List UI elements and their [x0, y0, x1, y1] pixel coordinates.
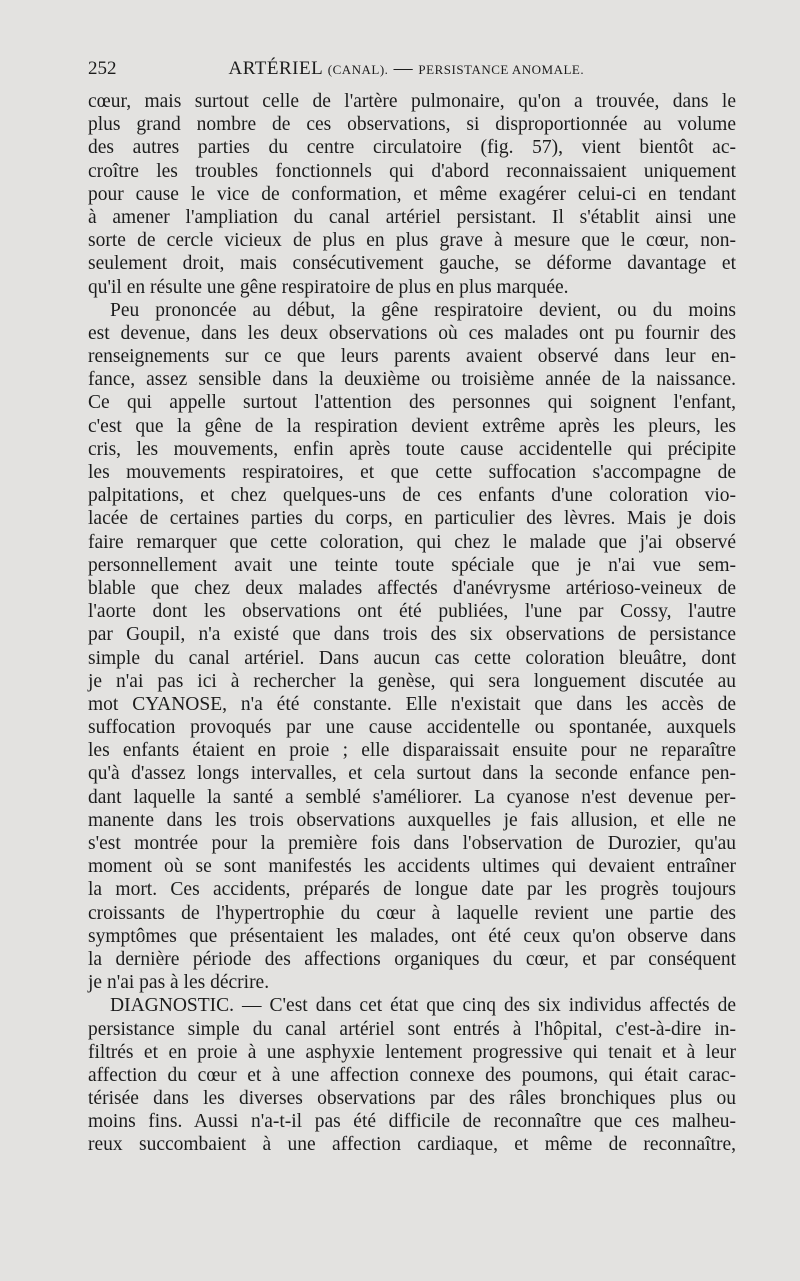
text-line: mot CYANOSE, n'a été constante. Elle n'existait que dans les accès de	[88, 693, 736, 715]
text-line: manente dans les trois observations auxquelles je fais allusion, et elle ne	[88, 809, 736, 831]
text-line: DIAGNOSTIC. — C'est dans cet état que cinq des six individus affectés de	[110, 995, 736, 1017]
text-line: faire remarquer que cette coloration, qui chez le malade que j'ai observé	[88, 531, 736, 553]
text-line: est devenue, dans les deux observations où ces malades ont pu fournir des	[88, 322, 736, 344]
text-line: simple du canal artériel. Dans aucun cas cette coloration bleuâtre, dont	[88, 647, 736, 669]
text-line: qu'il en résulte une gêne respiratoire de plus en plus marquée.	[88, 276, 569, 298]
running-header	[88, 58, 736, 84]
text-line: la dernière période des affections organiques du cœur, et par conséquent	[88, 948, 736, 970]
text-line: filtrés et en proie à une asphyxie lentement progressive qui tenait et à leur	[88, 1041, 736, 1063]
text-line: croître les troubles fonctionnels qui d'abord reconnaissaient uniquement	[88, 160, 736, 182]
text-line: affection du cœur et à une affection connexe des poumons, qui était carac-	[88, 1064, 736, 1086]
text-line: je n'ai pas à les décrire.	[88, 972, 270, 994]
text-line: pour cause le vice de conformation, et même exagérer celui-ci en tendant	[88, 183, 736, 205]
text-line: blable que chez deux malades affectés d'anévrysme artérioso-veineux de	[88, 577, 736, 599]
text-line: Ce qui appelle surtout l'attention des personnes qui soignent l'enfant,	[88, 392, 736, 414]
text-line: seulement droit, mais consécutivement gauche, se déforme davantage et	[88, 253, 736, 275]
page-number: 252	[88, 58, 117, 79]
text-line: l'aorte dont les observations ont été publiées, l'une par Cossy, l'autre	[88, 601, 736, 623]
text-line: cœur, mais surtout celle de l'artère pulmonaire, qu'on a trouvée, dans le	[88, 91, 736, 112]
text-line: des autres parties du centre circulatoire (fig. 57), vient bientôt ac-	[88, 137, 736, 159]
text-line: les enfants étaient en proie ; elle disparaissait ensuite pour ne reparaître	[88, 740, 736, 762]
text-line: reux succombaient à une affection cardiaque, et même de reconnaître,	[88, 1134, 736, 1156]
text-line: personnellement avait une teinte toute spéciale que je n'ai vue sem-	[88, 554, 736, 576]
text-line: suffocation provoqués par une cause accidentelle ou spontanée, auxquels	[88, 717, 736, 739]
title-main: ARTÉRIEL	[228, 58, 328, 79]
text-line: térisée dans les diverses observations par des râles bronchiques plus ou	[88, 1088, 736, 1110]
text-line: moment où se sont manifestés les accidents ultimes qui devaient entraîner	[88, 856, 736, 878]
text-line: plus grand nombre de ces observations, si disproportionnée au volume	[88, 114, 736, 136]
text-line: renseignements sur ce que leurs parents avaient observé dans leur en-	[88, 346, 736, 368]
text-line: la mort. Ces accidents, préparés de longue date par les progrès toujours	[88, 879, 736, 901]
title-paren: (CANAL).	[327, 62, 389, 77]
text-line: palpitations, et chez quelques-uns de ces enfants d'une coloration vio-	[88, 485, 736, 507]
running-title	[229, 58, 585, 80]
text-line: symptômes que présentaient les malades, ont été ceux qu'on observe dans	[88, 925, 736, 947]
text-line: les mouvements respiratoires, et que cette suffocation s'accompagne de	[88, 462, 736, 483]
text-line: dant laquelle la santé a semblé s'améliorer. La cyanose n'est devenue per-	[88, 786, 736, 808]
text-line: persistance simple du canal artériel sont entrés à l'hôpital, c'est-à-dire in-	[88, 1018, 736, 1040]
text-line: qu'à d'assez longs intervalles, et cela surtout dans la seconde enfance pen-	[88, 763, 736, 785]
text-line: par Goupil, n'a existé que dans trois des six observations de persistance	[88, 624, 736, 646]
text-line: lacée de certaines parties du corps, en particulier des lèvres. Mais je dois	[88, 508, 736, 530]
text-line: sorte de cercle vicieux de plus en plus grave à mesure que le cœur, non-	[88, 230, 736, 252]
text-line: croissants de l'hypertrophie du cœur à laquelle revient une partie des	[88, 902, 736, 924]
text-line: Peu prononcée au début, la gêne respiratoire devient, ou du moins	[110, 299, 736, 321]
text-line: je n'ai pas ici à rechercher la genèse, qui sera longuement discutée au	[88, 670, 736, 692]
text-line: s'est montrée pour la première fois dans l'observation de Durozier, qu'au	[88, 833, 736, 854]
text-line: c'est que la gêne de la respiration devient extrême après les pleurs, les	[88, 415, 736, 437]
body-text	[88, 90, 736, 1157]
text-line: fance, assez sensible dans la deuxième ou troisième année de la naissance.	[88, 369, 736, 391]
title-sub: PERSISTANCE ANOMALE.	[418, 62, 585, 77]
text-line: moins fins. Aussi n'a-t-il pas été difficile de reconnaître que ces malheu-	[88, 1111, 736, 1133]
text-line: à amener l'ampliation du canal artériel persistant. Il s'établit ainsi une	[88, 206, 736, 228]
text-line: cris, les mouvements, enfin après toute cause accidentelle qui précipite	[88, 438, 736, 460]
title-dash: —	[388, 58, 419, 79]
